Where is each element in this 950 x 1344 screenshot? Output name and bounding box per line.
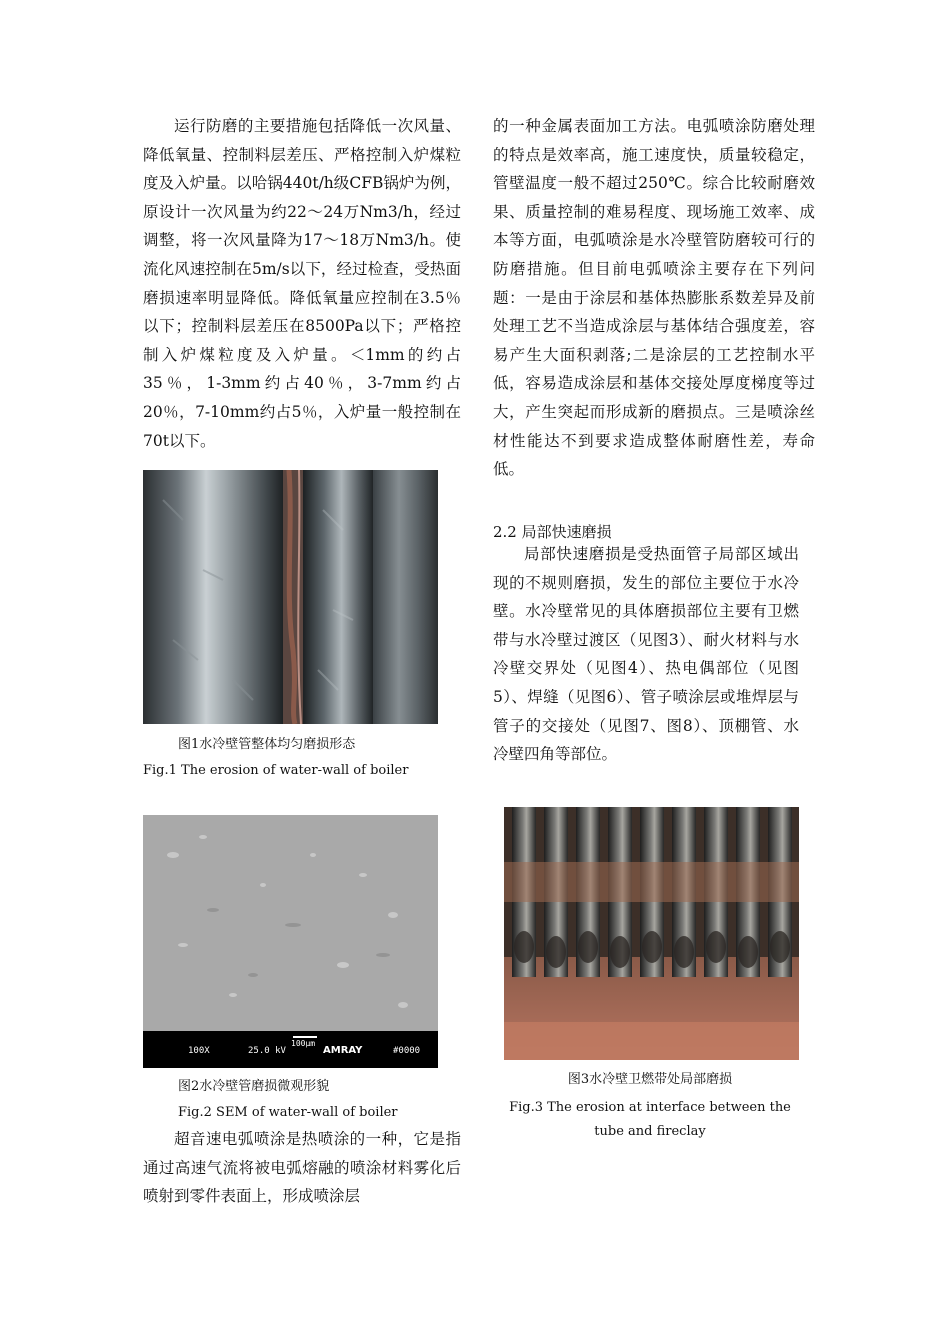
figure-1-caption-en: Fig.1 The erosion of water-wall of boiler <box>143 763 409 778</box>
figure-3-photo <box>504 807 799 1060</box>
sem-id-label: #0000 <box>393 1046 421 1056</box>
left-paragraph-2 <box>143 1125 461 1211</box>
figure-3-caption-en: Fig.3 The erosion at interface between the tube and fireclay <box>509 1100 791 1139</box>
figure-2-sem-image <box>143 815 438 1068</box>
section-heading-2-2: 2.2 局部快速磨损 <box>493 523 612 541</box>
figure-2-caption-cn: 图2水冷壁管磨损微观形貌 <box>178 1079 330 1094</box>
sem-brand-label: AMRAY <box>323 1045 363 1056</box>
paragraph-text: 局部快速磨损是受热面管子局部区域出现的不规则磨损，发生的部位主要位于水冷壁。水冷壁常见的具体磨损部位主要有卫燃带与水冷壁过渡区（见图3）、耐火材料与水冷壁交界处（见图4）、热电偶部位（见图5）、焊缝（见图6）、管子喷涂层或堆焊层与管子的交接处（见图7、图8）、顶棚管、水冷壁四角等部位。 <box>493 545 799 764</box>
paragraph-text: 的一种金属表面加工方法。电弧喷涂防磨处理的特点是效率高，施工速度快，质量较稳定，管壁温度一般不超过250℃。综合比较耐磨效果、质量控制的难易程度、现场施工效率、成本等方面，电弧喷涂是水冷壁管防磨较可行的防磨措施。但目前电弧喷涂主要存在下列问题：一是由于涂层和基体热膨胀系数差异及前处理工艺不当造成涂层与基体结合强度差，容易产生大面积剥落;二是涂层的工艺控制水平低，容易造成涂层和基体交接处厚度梯度等过大，产生突起而形成新的磨损点。三是喷涂丝材性能达不到要求造成整体耐磨性差，寿命低。 <box>493 117 815 479</box>
sem-kv-label: 25.0 kV <box>248 1046 286 1056</box>
sem-mag-label: 100X <box>188 1046 210 1056</box>
figure-2-caption-en: Fig.2 SEM of water-wall of boiler <box>178 1105 398 1120</box>
figure-1-photo <box>143 470 438 724</box>
figure-3-caption-cn: 图3水冷壁卫燃带处局部磨损 <box>567 1072 733 1087</box>
figure-1-caption-cn: 图1水冷壁管整体均匀磨损形态 <box>178 737 356 752</box>
paragraph-text: 超音速电弧喷涂是热喷涂的一种，它是指通过高速气流将被电弧熔融的喷涂材料雾化后喷射到零件表面上，形成喷涂层 <box>143 1130 461 1206</box>
left-paragraph-1 <box>143 112 461 455</box>
right-paragraph-1 <box>493 112 815 484</box>
sem-scale-label: 100μm <box>291 1039 316 1048</box>
paragraph-text: 运行防磨的主要措施包括降低一次风量、降低氧量、控制料层差压、严格控制入炉煤粒度及入炉量。以哈锅440t/h级CFB锅炉为例，原设计一次风量为约22～24万Nm3/h，经过调整，将一次风量降为17～18万Nm3/h。使流化风速控制在5m/s以下，经过检查，受热面磨损速率明显降低。降低氧量应控制在3.5％以下；控制料层差压在8500Pa以下；严格控制入炉煤粒度及入炉量。＜1mm的约占35％，1-3mm约占40％，3-7mm约占20％，7-10mm约占5％，入炉量一般控制在70t以下。 <box>143 117 461 450</box>
right-paragraph-2 <box>493 540 799 769</box>
